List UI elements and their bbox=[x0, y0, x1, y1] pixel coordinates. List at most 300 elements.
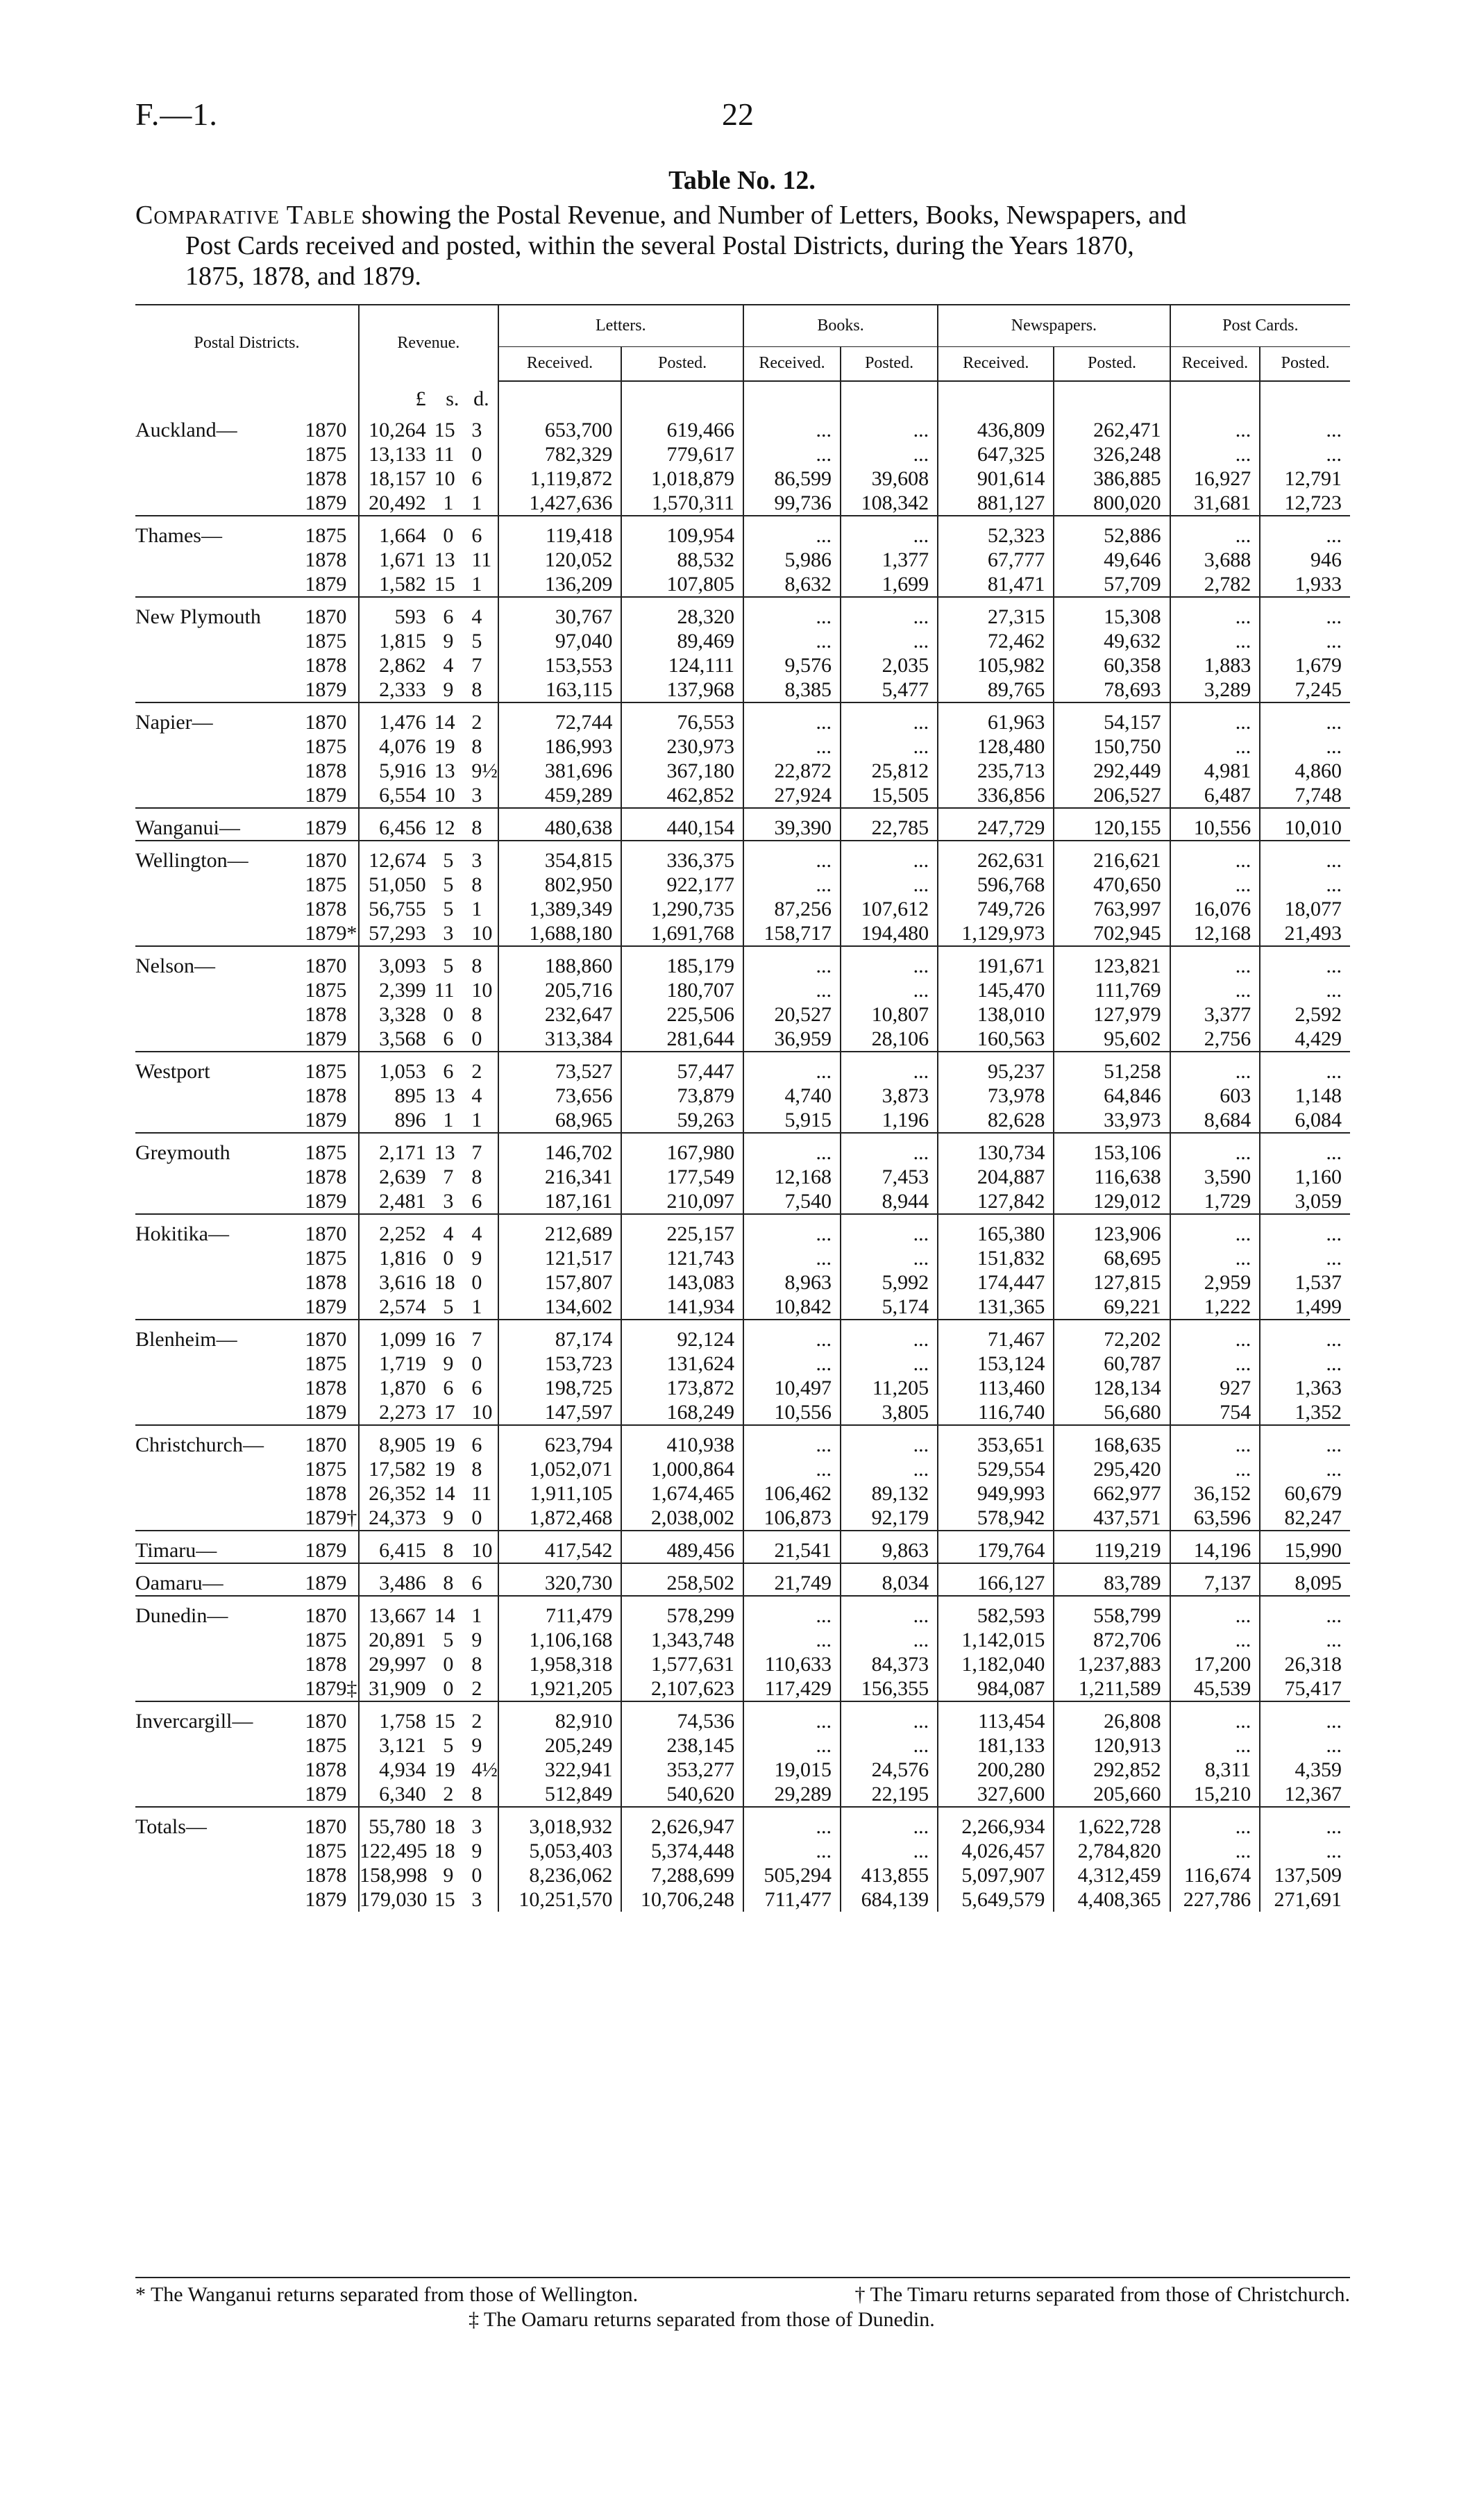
value-cell: 512,849 bbox=[498, 1782, 622, 1807]
value-cell: 1,815 bbox=[359, 629, 435, 653]
value-cell: 3,873 bbox=[841, 1084, 938, 1108]
value-cell: 647,325 bbox=[938, 442, 1054, 466]
table-row bbox=[135, 1425, 1350, 1457]
value-cell: 21,493 bbox=[1260, 921, 1350, 946]
district-name bbox=[135, 1352, 301, 1376]
value-cell: 89,469 bbox=[621, 629, 743, 653]
value-cell: ... bbox=[1260, 1214, 1350, 1246]
value-cell: ... bbox=[841, 978, 938, 1002]
value-cell: 150,750 bbox=[1054, 734, 1170, 759]
value-cell: 2,273 bbox=[359, 1400, 435, 1425]
district-name bbox=[135, 653, 301, 677]
value-cell: 2,782 bbox=[1170, 572, 1260, 597]
table-row bbox=[135, 1002, 1350, 1027]
table-row bbox=[135, 1108, 1350, 1133]
table-row bbox=[135, 1165, 1350, 1189]
value-cell: 156,355 bbox=[841, 1676, 938, 1701]
value-cell: 21,541 bbox=[743, 1531, 841, 1563]
value-cell: 12,674 bbox=[359, 841, 435, 873]
value-cell: 1,688,180 bbox=[498, 921, 622, 946]
value-cell: 8,905 bbox=[359, 1425, 435, 1457]
value-cell: 39,390 bbox=[743, 808, 841, 841]
value-cell: 1,933 bbox=[1260, 572, 1350, 597]
value-cell: 121,517 bbox=[498, 1246, 622, 1270]
value-cell: 122,495 bbox=[359, 1839, 435, 1863]
value-cell: 3 bbox=[435, 1189, 462, 1214]
district-name bbox=[135, 1165, 301, 1189]
value-cell: ... bbox=[1170, 1701, 1260, 1733]
year-cell: 1870 bbox=[305, 849, 347, 872]
value-cell: ... bbox=[841, 1457, 938, 1481]
value-cell: ... bbox=[1260, 873, 1350, 897]
year-cell: 1875 bbox=[305, 873, 347, 896]
district-name bbox=[135, 1295, 301, 1320]
value-cell: 262,471 bbox=[1054, 411, 1170, 442]
district-name bbox=[135, 759, 301, 783]
value-cell: 187,161 bbox=[498, 1189, 622, 1214]
value-cell: ... bbox=[743, 1701, 841, 1733]
year-cell: 1875 bbox=[305, 1060, 347, 1083]
year-cell: 1879‡ bbox=[301, 1676, 359, 1701]
value-cell: 151,832 bbox=[938, 1246, 1054, 1270]
value-cell: 1,142,015 bbox=[938, 1628, 1054, 1652]
value-cell: 131,624 bbox=[621, 1352, 743, 1376]
value-cell: 95,602 bbox=[1054, 1027, 1170, 1052]
table-row bbox=[135, 1084, 1350, 1108]
value-cell: 73,978 bbox=[938, 1084, 1054, 1108]
value-cell: ... bbox=[841, 442, 938, 466]
value-cell: 163,115 bbox=[498, 677, 622, 702]
value-cell: 782,329 bbox=[498, 442, 622, 466]
value-cell: 131,365 bbox=[938, 1295, 1054, 1320]
value-cell: 129,012 bbox=[1054, 1189, 1170, 1214]
year-cell: 1878 bbox=[305, 1482, 347, 1505]
value-cell: 20,492 bbox=[359, 491, 435, 516]
value-cell: 19 bbox=[434, 1758, 455, 1781]
value-cell: 3 bbox=[435, 921, 462, 946]
value-cell: 7 bbox=[471, 1141, 482, 1164]
value-cell: 4,408,365 bbox=[1054, 1887, 1170, 1912]
value-cell: 216,341 bbox=[498, 1165, 622, 1189]
value-cell: ... bbox=[841, 1839, 938, 1863]
value-cell: 322,941 bbox=[498, 1758, 622, 1782]
value-cell: 8,311 bbox=[1170, 1758, 1260, 1782]
value-cell: ... bbox=[743, 1807, 841, 1839]
value-cell: 143,083 bbox=[621, 1270, 743, 1295]
value-cell: 8 bbox=[471, 954, 482, 977]
value-cell: 10,556 bbox=[743, 1400, 841, 1425]
value-cell: 7,453 bbox=[841, 1165, 938, 1189]
value-cell: ... bbox=[1170, 1214, 1260, 1246]
year-cell: 1878 bbox=[305, 1377, 347, 1399]
value-cell: 2,592 bbox=[1260, 1002, 1350, 1027]
year-cell: 1875 bbox=[305, 1141, 347, 1164]
value-cell: 2 bbox=[471, 711, 482, 734]
value-cell: ... bbox=[743, 841, 841, 873]
district-name bbox=[135, 677, 301, 702]
table-row bbox=[135, 1352, 1350, 1376]
caption-lead: Comparative Table bbox=[135, 201, 355, 230]
district-name bbox=[135, 1733, 301, 1758]
value-cell: 12,168 bbox=[1170, 921, 1260, 946]
value-cell: 4,934 bbox=[359, 1758, 435, 1782]
value-cell: 191,671 bbox=[938, 946, 1054, 978]
value-cell: ... bbox=[1170, 629, 1260, 653]
table-row bbox=[135, 1457, 1350, 1481]
value-cell: 1,691,768 bbox=[621, 921, 743, 946]
table-row bbox=[135, 783, 1350, 808]
value-cell: 901,614 bbox=[938, 466, 1054, 491]
value-cell: 437,571 bbox=[1054, 1506, 1170, 1531]
value-cell: 120,155 bbox=[1054, 808, 1170, 841]
value-cell: 72,462 bbox=[938, 629, 1054, 653]
year-cell: 1878 bbox=[305, 1653, 347, 1676]
value-cell: 1 bbox=[435, 491, 462, 516]
value-cell: 684,139 bbox=[841, 1887, 938, 1912]
table-row bbox=[135, 597, 1350, 629]
district-name bbox=[135, 1839, 301, 1863]
value-cell: 320,730 bbox=[498, 1563, 622, 1596]
value-cell: 15,505 bbox=[841, 783, 938, 808]
value-cell: ... bbox=[1170, 1246, 1260, 1270]
value-cell: ... bbox=[841, 1214, 938, 1246]
table-row bbox=[135, 1400, 1350, 1425]
year-cell: 1875 bbox=[305, 1352, 347, 1375]
value-cell: 8 bbox=[462, 677, 498, 702]
value-cell: 1,622,728 bbox=[1054, 1807, 1170, 1839]
year-cell: 1870 bbox=[305, 1815, 347, 1838]
footnote-star: * The Wanganui returns separated from those of Wellington. bbox=[135, 2283, 639, 2306]
value-cell: 60,679 bbox=[1260, 1481, 1350, 1506]
value-cell: 86,599 bbox=[743, 466, 841, 491]
value-cell: 13,667 bbox=[359, 1596, 435, 1628]
table-row bbox=[135, 1676, 1350, 1701]
year-cell: 1879 bbox=[301, 1189, 359, 1214]
value-cell: 2,252 bbox=[359, 1214, 435, 1246]
year-cell: 1870 bbox=[305, 711, 347, 734]
value-cell: ... bbox=[841, 1733, 938, 1758]
value-cell: 205,660 bbox=[1054, 1782, 1170, 1807]
value-cell: 7,137 bbox=[1170, 1563, 1260, 1596]
value-cell: 4,312,459 bbox=[1054, 1863, 1170, 1887]
value-cell: 9,576 bbox=[743, 653, 841, 677]
district-name: Hokitika— bbox=[135, 1222, 229, 1245]
value-cell: ... bbox=[1260, 1133, 1350, 1165]
value-cell: 2 bbox=[471, 1710, 482, 1733]
district-name bbox=[135, 1652, 301, 1676]
value-cell: 5 bbox=[443, 954, 454, 977]
year-cell: 1879 bbox=[305, 1888, 347, 1911]
value-cell: 238,145 bbox=[621, 1733, 743, 1758]
value-cell: 1,129,973 bbox=[938, 921, 1054, 946]
table-row bbox=[135, 1839, 1350, 1863]
value-cell: ... bbox=[1170, 1457, 1260, 1481]
table-row bbox=[135, 1270, 1350, 1295]
value-cell: 0 bbox=[443, 1003, 454, 1026]
value-cell: 16 bbox=[434, 1328, 455, 1351]
value-cell: 78,693 bbox=[1054, 677, 1170, 702]
value-cell: 181,133 bbox=[938, 1733, 1054, 1758]
value-cell: 3,018,932 bbox=[498, 1807, 622, 1839]
value-cell: 17 bbox=[435, 1400, 462, 1425]
value-cell: 205,716 bbox=[498, 978, 622, 1002]
value-cell: 3,059 bbox=[1260, 1189, 1350, 1214]
value-cell: 106,462 bbox=[743, 1481, 841, 1506]
value-cell: 5,374,448 bbox=[621, 1839, 743, 1863]
value-cell: 127,815 bbox=[1054, 1270, 1170, 1295]
value-cell: 73,527 bbox=[498, 1052, 622, 1084]
value-cell: 206,527 bbox=[1054, 783, 1170, 808]
value-cell: ... bbox=[1260, 1052, 1350, 1084]
value-cell: 6 bbox=[443, 605, 454, 628]
value-cell: 1 bbox=[462, 1295, 498, 1320]
value-cell: 578,299 bbox=[621, 1596, 743, 1628]
table-row bbox=[135, 1052, 1350, 1084]
district-name bbox=[135, 1676, 301, 1701]
value-cell: 779,617 bbox=[621, 442, 743, 466]
value-cell: 204,887 bbox=[938, 1165, 1054, 1189]
table-row bbox=[135, 808, 1350, 841]
value-cell: 99,736 bbox=[743, 491, 841, 516]
value-cell: 247,729 bbox=[938, 808, 1054, 841]
value-cell: 20,891 bbox=[359, 1628, 435, 1652]
value-cell: 326,248 bbox=[1054, 442, 1170, 466]
value-cell: 8,632 bbox=[743, 572, 841, 597]
district-name bbox=[135, 1758, 301, 1782]
value-cell: ... bbox=[743, 597, 841, 629]
value-cell: 72,744 bbox=[498, 702, 622, 734]
value-cell: ... bbox=[743, 734, 841, 759]
value-cell: 13,133 bbox=[359, 442, 435, 466]
value-cell: 82,247 bbox=[1260, 1506, 1350, 1531]
value-cell: ... bbox=[743, 1457, 841, 1481]
value-cell: 1,377 bbox=[841, 548, 938, 572]
value-cell: 895 bbox=[359, 1084, 435, 1108]
value-cell: 1,106,168 bbox=[498, 1628, 622, 1652]
value-cell: 76,553 bbox=[621, 702, 743, 734]
value-cell: 2,171 bbox=[359, 1133, 435, 1165]
value-cell: 19 bbox=[434, 1433, 455, 1456]
value-cell: 13 bbox=[434, 1084, 455, 1107]
value-cell: ... bbox=[743, 946, 841, 978]
value-cell: 28,106 bbox=[841, 1027, 938, 1052]
value-cell: 5 bbox=[471, 630, 482, 653]
value-cell: 113,460 bbox=[938, 1376, 1054, 1400]
value-cell: ... bbox=[1170, 734, 1260, 759]
year-cell: 1875 bbox=[305, 735, 347, 758]
year-cell: 1878 bbox=[305, 1084, 347, 1107]
value-cell: 1,958,318 bbox=[498, 1652, 622, 1676]
value-cell: 8,963 bbox=[743, 1270, 841, 1295]
value-cell: 9 bbox=[471, 1840, 482, 1862]
value-cell: 558,799 bbox=[1054, 1596, 1170, 1628]
value-cell: 30,767 bbox=[498, 597, 622, 629]
value-cell: 2,756 bbox=[1170, 1027, 1260, 1052]
value-cell: 5 bbox=[443, 873, 454, 896]
value-cell: 166,127 bbox=[938, 1563, 1054, 1596]
value-cell: 292,852 bbox=[1054, 1758, 1170, 1782]
col-header-letters: Letters. bbox=[498, 305, 743, 346]
value-cell: 927 bbox=[1170, 1376, 1260, 1400]
year-cell: 1878 bbox=[305, 759, 347, 782]
value-cell: 10,264 bbox=[359, 411, 435, 442]
value-cell: ... bbox=[841, 702, 938, 734]
value-cell: 8,236,062 bbox=[498, 1863, 622, 1887]
value-cell: 1 bbox=[462, 572, 498, 597]
subheader-received: Received. bbox=[1170, 346, 1260, 381]
value-cell: ... bbox=[1170, 516, 1260, 548]
district-name: Westport bbox=[135, 1060, 210, 1083]
table-row bbox=[135, 734, 1350, 759]
value-cell: 4,359 bbox=[1260, 1758, 1350, 1782]
value-cell: ... bbox=[743, 1839, 841, 1863]
value-cell: 68,965 bbox=[498, 1108, 622, 1133]
district-name bbox=[135, 629, 301, 653]
table-row bbox=[135, 946, 1350, 978]
value-cell: ... bbox=[1260, 1457, 1350, 1481]
value-cell: 5,097,907 bbox=[938, 1863, 1054, 1887]
value-cell: 180,707 bbox=[621, 978, 743, 1002]
value-cell: 1,582 bbox=[359, 572, 435, 597]
value-cell: 97,040 bbox=[498, 629, 622, 653]
value-cell: 662,977 bbox=[1054, 1481, 1170, 1506]
value-cell: 0 bbox=[471, 1864, 482, 1887]
value-cell: ... bbox=[1260, 1733, 1350, 1758]
table-row bbox=[135, 1376, 1350, 1400]
subheader-received: Received. bbox=[938, 346, 1054, 381]
value-cell: 5 bbox=[443, 1734, 454, 1757]
table-row bbox=[135, 873, 1350, 897]
district-name bbox=[135, 1270, 301, 1295]
year-cell: 1879* bbox=[301, 921, 359, 946]
value-cell: 1,570,311 bbox=[621, 491, 743, 516]
value-cell: 3,289 bbox=[1170, 677, 1260, 702]
value-cell: ... bbox=[743, 1596, 841, 1628]
value-cell: 7,288,699 bbox=[621, 1863, 743, 1887]
value-cell: 0 bbox=[462, 1027, 498, 1052]
value-cell: ... bbox=[1170, 411, 1260, 442]
value-cell: 1,577,631 bbox=[621, 1652, 743, 1676]
value-cell: 984,087 bbox=[938, 1676, 1054, 1701]
value-cell: 14,196 bbox=[1170, 1531, 1260, 1563]
value-cell: 6,415 bbox=[359, 1531, 435, 1563]
value-cell: 1,237,883 bbox=[1054, 1652, 1170, 1676]
district-name bbox=[135, 897, 301, 921]
table-row bbox=[135, 978, 1350, 1002]
year-cell: 1875 bbox=[305, 524, 347, 547]
value-cell: 153,723 bbox=[498, 1352, 622, 1376]
value-cell: 1,664 bbox=[359, 516, 435, 548]
value-cell: 8 bbox=[471, 735, 482, 758]
year-cell: 1875 bbox=[305, 1734, 347, 1757]
year-cell: 1875 bbox=[305, 1628, 347, 1651]
value-cell: 14 bbox=[434, 1482, 455, 1505]
value-cell: 12,791 bbox=[1260, 466, 1350, 491]
value-cell: 1 bbox=[471, 1604, 482, 1627]
value-cell: 225,157 bbox=[621, 1214, 743, 1246]
value-cell: 336,375 bbox=[621, 841, 743, 873]
value-cell: 10 bbox=[435, 783, 462, 808]
value-cell: 410,938 bbox=[621, 1425, 743, 1457]
value-cell: ... bbox=[1260, 1246, 1350, 1270]
district-name bbox=[135, 921, 301, 946]
value-cell: 2,574 bbox=[359, 1295, 435, 1320]
value-cell: 167,980 bbox=[621, 1133, 743, 1165]
value-cell: 27,315 bbox=[938, 597, 1054, 629]
value-cell: ... bbox=[1170, 873, 1260, 897]
value-cell: 0 bbox=[435, 1676, 462, 1701]
table-row bbox=[135, 1563, 1350, 1596]
value-cell: 436,809 bbox=[938, 411, 1054, 442]
value-cell: 489,456 bbox=[621, 1531, 743, 1563]
value-cell: 15,308 bbox=[1054, 597, 1170, 629]
value-cell: 1,000,864 bbox=[621, 1457, 743, 1481]
value-cell: 9½ bbox=[471, 759, 498, 782]
value-cell: 3,093 bbox=[359, 946, 435, 978]
value-cell: 81,471 bbox=[938, 572, 1054, 597]
value-cell: 653,700 bbox=[498, 411, 622, 442]
value-cell: 1,018,879 bbox=[621, 466, 743, 491]
value-cell: 24,576 bbox=[841, 1758, 938, 1782]
value-cell: 4 bbox=[443, 1222, 454, 1245]
district-name: Dunedin— bbox=[135, 1604, 228, 1627]
value-cell: 1,222 bbox=[1170, 1295, 1260, 1320]
year-cell: 1870 bbox=[305, 954, 347, 977]
value-cell: 5,992 bbox=[841, 1270, 938, 1295]
value-cell: 1,196 bbox=[841, 1108, 938, 1133]
value-cell: 881,127 bbox=[938, 491, 1054, 516]
value-cell: 106,873 bbox=[743, 1506, 841, 1531]
value-cell: 64,846 bbox=[1054, 1084, 1170, 1108]
value-cell: 1,537 bbox=[1260, 1270, 1350, 1295]
value-cell: 56,755 bbox=[359, 897, 435, 921]
district-name: Timaru— bbox=[135, 1531, 301, 1563]
value-cell: ... bbox=[743, 1214, 841, 1246]
value-cell: 10,556 bbox=[1170, 808, 1260, 841]
year-cell: 1879 bbox=[301, 783, 359, 808]
table-row bbox=[135, 1027, 1350, 1052]
value-cell: 1,099 bbox=[359, 1320, 435, 1352]
value-cell: 4½ bbox=[471, 1758, 498, 1781]
value-cell: 1,427,636 bbox=[498, 491, 622, 516]
value-cell: 75,417 bbox=[1260, 1676, 1350, 1701]
district-name bbox=[135, 1400, 301, 1425]
value-cell: 1 bbox=[462, 1108, 498, 1133]
value-cell: 6,084 bbox=[1260, 1108, 1350, 1133]
footnotes bbox=[135, 2282, 1350, 2332]
value-cell: 1,160 bbox=[1260, 1165, 1350, 1189]
value-cell: 11 bbox=[471, 548, 492, 571]
col-header-newspapers: Newspapers. bbox=[938, 305, 1170, 346]
value-cell: ... bbox=[743, 1246, 841, 1270]
value-cell: ... bbox=[841, 597, 938, 629]
value-cell: ... bbox=[1260, 1701, 1350, 1733]
value-cell: 6,487 bbox=[1170, 783, 1260, 808]
value-cell: ... bbox=[1170, 1596, 1260, 1628]
year-cell: 1879 bbox=[301, 491, 359, 516]
value-cell: 5,986 bbox=[743, 548, 841, 572]
value-cell: 141,934 bbox=[621, 1295, 743, 1320]
value-cell: ... bbox=[1170, 946, 1260, 978]
value-cell: 127,979 bbox=[1054, 1002, 1170, 1027]
value-cell: 179,030 bbox=[359, 1887, 435, 1912]
value-cell: 872,706 bbox=[1054, 1628, 1170, 1652]
value-cell: 3,805 bbox=[841, 1400, 938, 1425]
table-row bbox=[135, 466, 1350, 491]
value-cell: 386,885 bbox=[1054, 466, 1170, 491]
value-cell: 117,429 bbox=[743, 1676, 841, 1701]
value-cell: 596,768 bbox=[938, 873, 1054, 897]
